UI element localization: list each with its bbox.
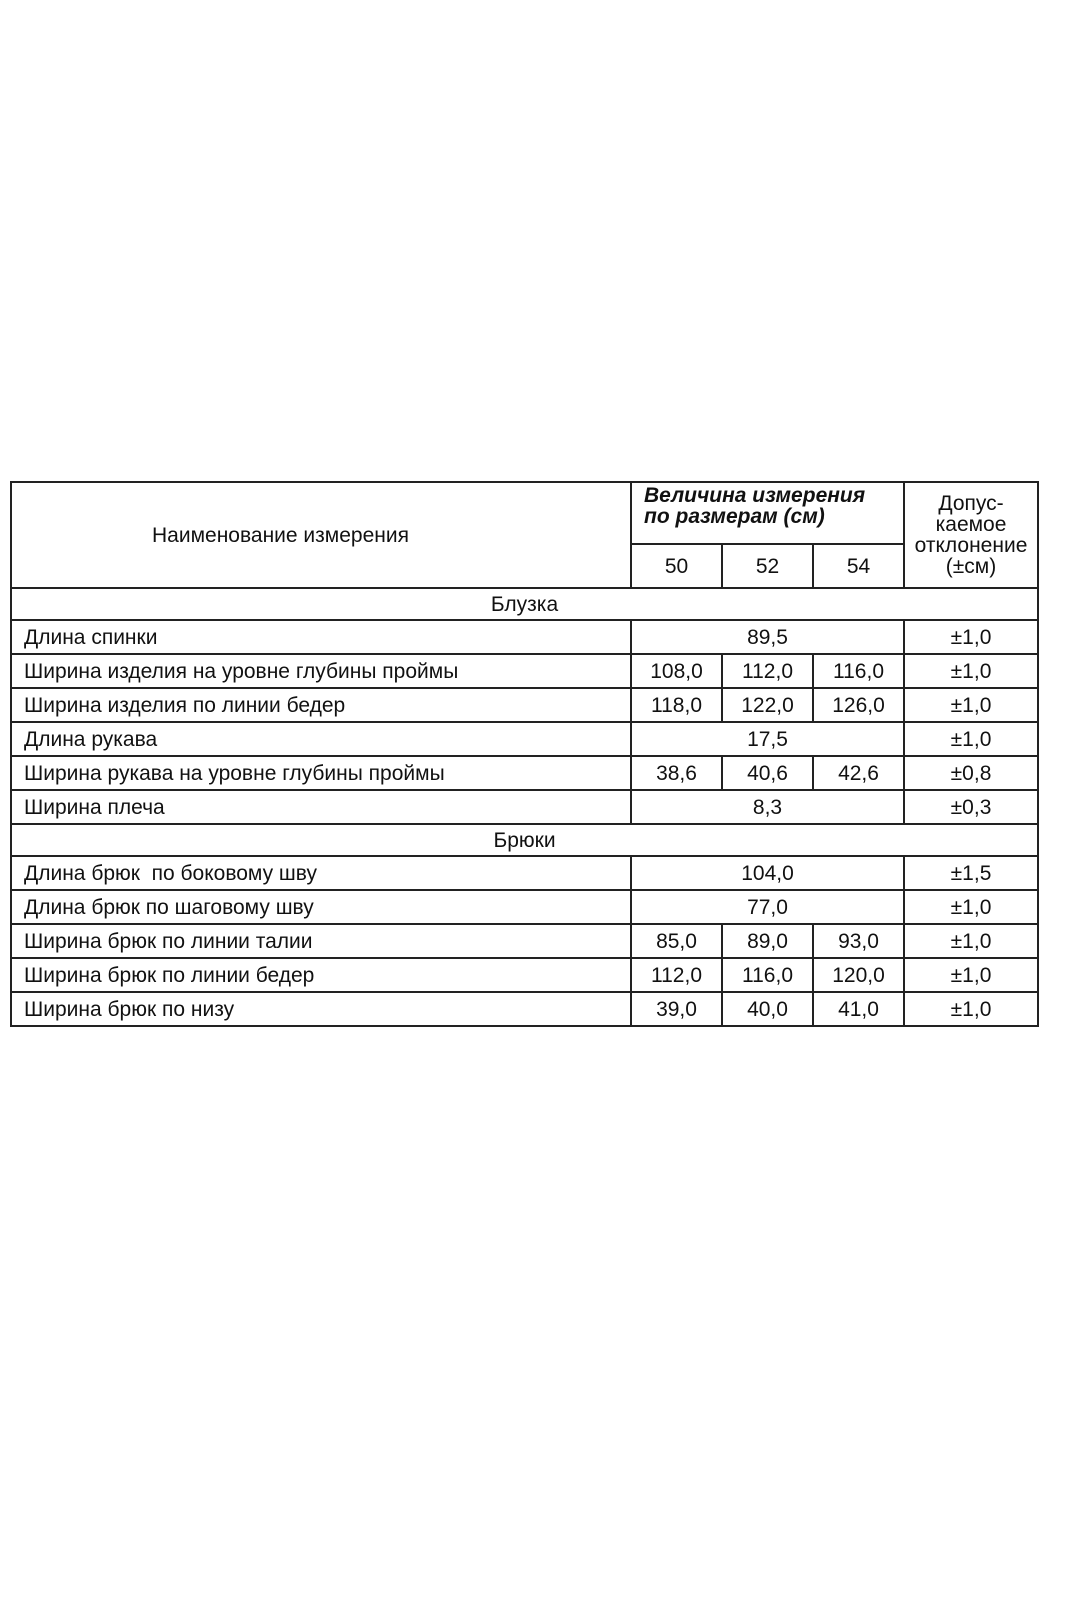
header-size-52: 52 (722, 544, 813, 588)
measurement-name: Длина спинки (11, 620, 631, 654)
header-size-group: Величина измерения по размерам (см) (631, 482, 904, 544)
header-size-54: 54 (813, 544, 904, 588)
table-row (11, 688, 1038, 722)
table-row (11, 856, 1038, 890)
tolerance-value: ±0,8 (904, 756, 1038, 790)
tolerance-value: ±1,5 (904, 856, 1038, 890)
table-row (11, 890, 1038, 924)
measurement-name: Ширина изделия на уровне глубины проймы (11, 654, 631, 688)
header-size-50: 50 (631, 544, 722, 588)
tolerance-value: ±1,0 (904, 924, 1038, 958)
size-chart-sheet (10, 481, 1039, 1027)
section-title: Блузка (11, 588, 1038, 620)
value-size-50: 39,0 (631, 992, 722, 1026)
value-size-54: 120,0 (813, 958, 904, 992)
tolerance-value: ±0,3 (904, 790, 1038, 824)
value-size-54: 41,0 (813, 992, 904, 1026)
value-size-54: 116,0 (813, 654, 904, 688)
tolerance-value: ±1,0 (904, 890, 1038, 924)
table-row (11, 924, 1038, 958)
measurement-value-all-sizes: 104,0 (631, 856, 904, 890)
tolerance-value: ±1,0 (904, 992, 1038, 1026)
value-size-52: 40,0 (722, 992, 813, 1026)
value-size-52: 112,0 (722, 654, 813, 688)
header-row (11, 482, 1038, 544)
tolerance-value: ±1,0 (904, 688, 1038, 722)
table-row (11, 790, 1038, 824)
value-size-52: 122,0 (722, 688, 813, 722)
measurement-name: Длина брюк по боковому шву (11, 856, 631, 890)
table-row (11, 756, 1038, 790)
value-size-52: 40,6 (722, 756, 813, 790)
measurement-name: Длина рукава (11, 722, 631, 756)
size-chart-table (10, 481, 1039, 1027)
section-title: Брюки (11, 824, 1038, 856)
tolerance-value: ±1,0 (904, 958, 1038, 992)
value-size-50: 118,0 (631, 688, 722, 722)
section-row-blouse (11, 588, 1038, 620)
measurement-name: Ширина брюк по линии талии (11, 924, 631, 958)
section-row-trousers (11, 824, 1038, 856)
value-size-50: 85,0 (631, 924, 722, 958)
value-size-50: 108,0 (631, 654, 722, 688)
measurement-name: Ширина брюк по линии бедер (11, 958, 631, 992)
value-size-50: 38,6 (631, 756, 722, 790)
table-row (11, 992, 1038, 1026)
measurement-name: Ширина плеча (11, 790, 631, 824)
value-size-54: 126,0 (813, 688, 904, 722)
value-size-50: 112,0 (631, 958, 722, 992)
measurement-value-all-sizes: 17,5 (631, 722, 904, 756)
measurement-name: Ширина рукава на уровне глубины проймы (11, 756, 631, 790)
measurement-value-all-sizes: 8,3 (631, 790, 904, 824)
value-size-54: 42,6 (813, 756, 904, 790)
table-row (11, 620, 1038, 654)
measurement-name: Длина брюк по шаговому шву (11, 890, 631, 924)
value-size-54: 93,0 (813, 924, 904, 958)
table-row (11, 722, 1038, 756)
value-size-52: 89,0 (722, 924, 813, 958)
measurement-name: Ширина брюк по низу (11, 992, 631, 1026)
table-row (11, 958, 1038, 992)
measurement-value-all-sizes: 77,0 (631, 890, 904, 924)
value-size-52: 116,0 (722, 958, 813, 992)
header-measurement-name: Наименование измерения (11, 482, 631, 588)
table-row (11, 654, 1038, 688)
tolerance-value: ±1,0 (904, 654, 1038, 688)
tolerance-value: ±1,0 (904, 620, 1038, 654)
measurement-value-all-sizes: 89,5 (631, 620, 904, 654)
tolerance-value: ±1,0 (904, 722, 1038, 756)
measurement-name: Ширина изделия по линии бедер (11, 688, 631, 722)
header-tolerance: Допус-каемое отклонение (±см) (904, 482, 1038, 588)
